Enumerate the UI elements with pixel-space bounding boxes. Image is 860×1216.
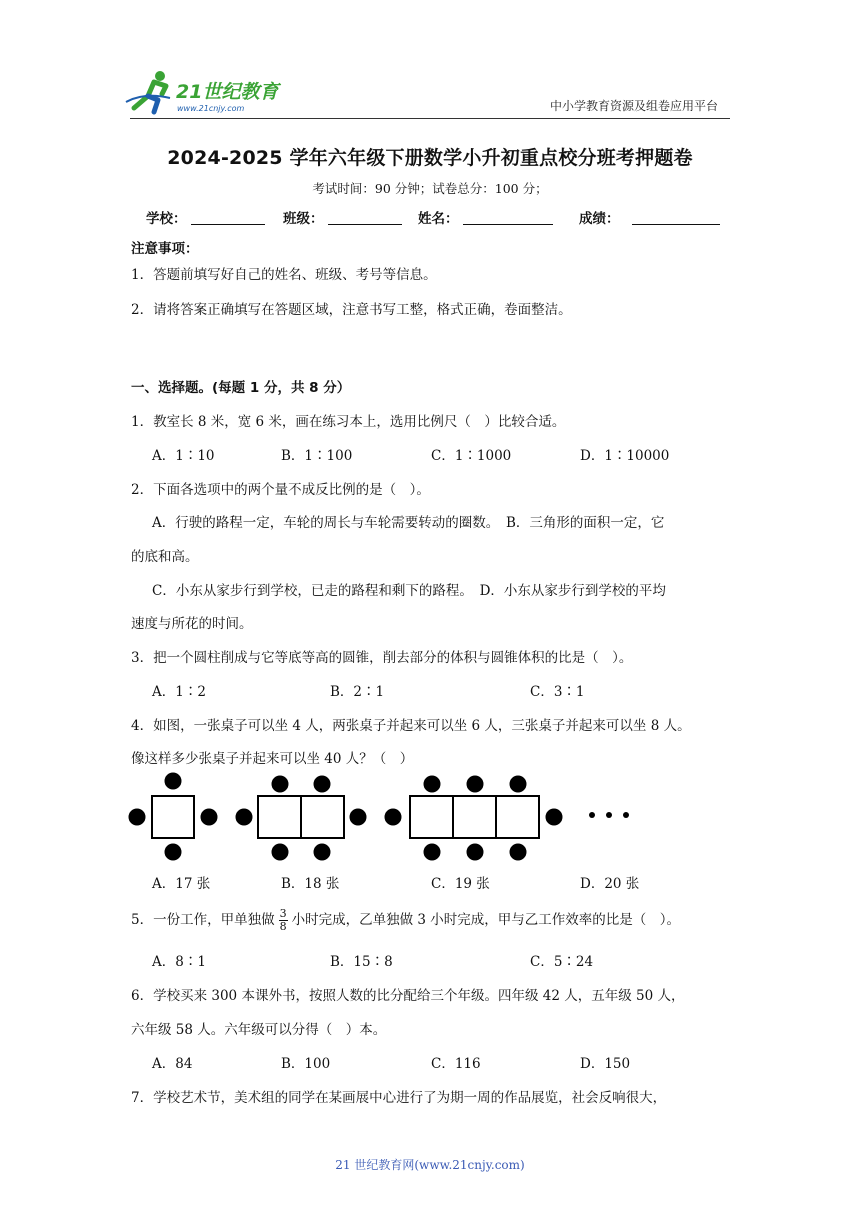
exam-title: 2024-2025 学年六年级下册数学小升初重点校分班考押题卷	[167, 147, 693, 169]
score-field[interactable]	[579, 207, 720, 227]
tables-diagram	[128, 770, 638, 862]
school-label: 学校：	[146, 211, 187, 227]
q5-option-c[interactable]: C．5∶24	[530, 954, 594, 970]
question-1-stem: 1．教室长 8 米，宽 6 米，画在练习本上，选用比例尺（ ）比较合适。	[131, 414, 566, 430]
q2-options-cd-line2: 速度与所花的时间。	[131, 616, 253, 632]
class-blank[interactable]	[328, 210, 402, 225]
class-label: 班级：	[283, 211, 324, 227]
logo-url: www.21cnjy.com	[177, 104, 245, 113]
q3-option-c[interactable]: C．3∶1	[530, 684, 585, 700]
q4-option-b[interactable]: B．18 张	[281, 876, 340, 892]
note-item-2: 2．请将答案正确填写在答题区域，注意书写工整，格式正确，卷面整洁。	[131, 302, 572, 318]
question-4-stem: 4．如图，一张桌子可以坐 4 人，两张桌子并起来可以坐 6 人，三张桌子并起来可以坐 8 人。	[131, 718, 691, 734]
ellipsis-icon	[589, 812, 629, 818]
q5-stem-after: 小时完成，乙单独做 3 小时完成，甲与乙工作效率的比是（ ）。	[291, 912, 681, 929]
q4-option-c[interactable]: C．19 张	[431, 876, 490, 892]
q2-options-ab-line1[interactable]: A．行驶的路程一定，车轮的周长与车轮需要转动的圈数。 B．三角形的面积一定，它	[152, 515, 665, 531]
runner-logo-icon	[126, 71, 170, 112]
question-2-stem: 2．下面各选项中的两个量不成反比例的是（ ）。	[131, 482, 430, 498]
name-label: 姓名：	[418, 211, 459, 227]
q4-option-a[interactable]: A．17 张	[152, 876, 211, 892]
q5-option-b[interactable]: B．15∶8	[330, 954, 393, 970]
page-footer[interactable]: 21 世纪教育网(www.21cnjy.com)	[335, 1158, 525, 1172]
question-6-stem: 6．学校买来 300 本课外书，按照人数的比分配给三个年级。四年级 42 人，五年级 50 人，	[131, 988, 685, 1004]
q1-option-c[interactable]: C．1∶1000	[431, 448, 512, 464]
q4-option-d[interactable]: D．20 张	[580, 876, 640, 892]
q1-option-a[interactable]: A．1∶10	[152, 448, 215, 464]
name-field[interactable]	[418, 207, 553, 227]
exam-subtitle: 考试时间：90 分钟；试卷总分：100 分；	[312, 181, 548, 196]
q6-option-c[interactable]: C．116	[431, 1056, 481, 1072]
notes-heading: 注意事项：	[131, 241, 199, 257]
logo-text: 21世纪教育	[176, 81, 279, 103]
header-divider	[130, 118, 730, 119]
q5-option-a[interactable]: A．8∶1	[152, 954, 206, 970]
q1-option-b[interactable]: B．1∶100	[281, 448, 353, 464]
question-7-stem: 7．学校艺术节，美术组的同学在某画展中心进行了为期一周的作品展览，社会反响很大，	[131, 1090, 667, 1106]
two-tables-figure	[236, 776, 366, 860]
q2-options-cd-line1[interactable]: C．小东从家步行到学校，已走的路程和剩下的路程。 D．小东从家步行到学校的平均	[152, 583, 666, 599]
q3-option-b[interactable]: B．2∶1	[330, 684, 385, 700]
platform-tagline: 中小学教育资源及组卷应用平台	[550, 99, 719, 113]
three-tables-figure	[385, 776, 562, 860]
school-field[interactable]	[146, 207, 265, 227]
q2-options-ab-line2: 的底和高。	[131, 549, 199, 565]
q6-option-d[interactable]: D．150	[580, 1056, 631, 1072]
q6-option-b[interactable]: B．100	[281, 1056, 331, 1072]
question-6-stem-2: 六年级 58 人。六年级可以分得（ ）本。	[131, 1022, 387, 1038]
score-label: 成绩：	[579, 211, 620, 227]
question-4-stem-2: 像这样多少张桌子并起来可以坐 40 人？（ ）	[131, 751, 414, 767]
q3-option-a[interactable]: A．1∶2	[152, 684, 206, 700]
question-5-stem	[131, 908, 680, 933]
score-blank[interactable]	[632, 210, 720, 225]
fraction-numerator: 3	[279, 907, 287, 920]
question-3-stem: 3．把一个圆柱削成与它等底等高的圆锥，削去部分的体积与圆锥体积的比是（ ）。	[131, 650, 633, 666]
school-blank[interactable]	[191, 210, 265, 225]
q5-stem-before: 5．一份工作，甲单独做	[131, 912, 275, 929]
class-field[interactable]	[283, 207, 402, 227]
section-heading: 一、选择题。(每题 1 分，共 8 分）	[131, 380, 351, 396]
note-item-1: 1．答题前填写好自己的姓名、班级、考号等信息。	[131, 267, 437, 283]
logo-21cnjy	[124, 68, 294, 116]
name-blank[interactable]	[463, 210, 553, 225]
fraction-denominator: 8	[279, 920, 287, 934]
fraction-three-eighths	[279, 908, 288, 933]
q1-option-d[interactable]: D．1∶10000	[580, 448, 670, 464]
q6-option-a[interactable]: A．84	[152, 1056, 193, 1072]
one-table-figure	[129, 773, 217, 860]
